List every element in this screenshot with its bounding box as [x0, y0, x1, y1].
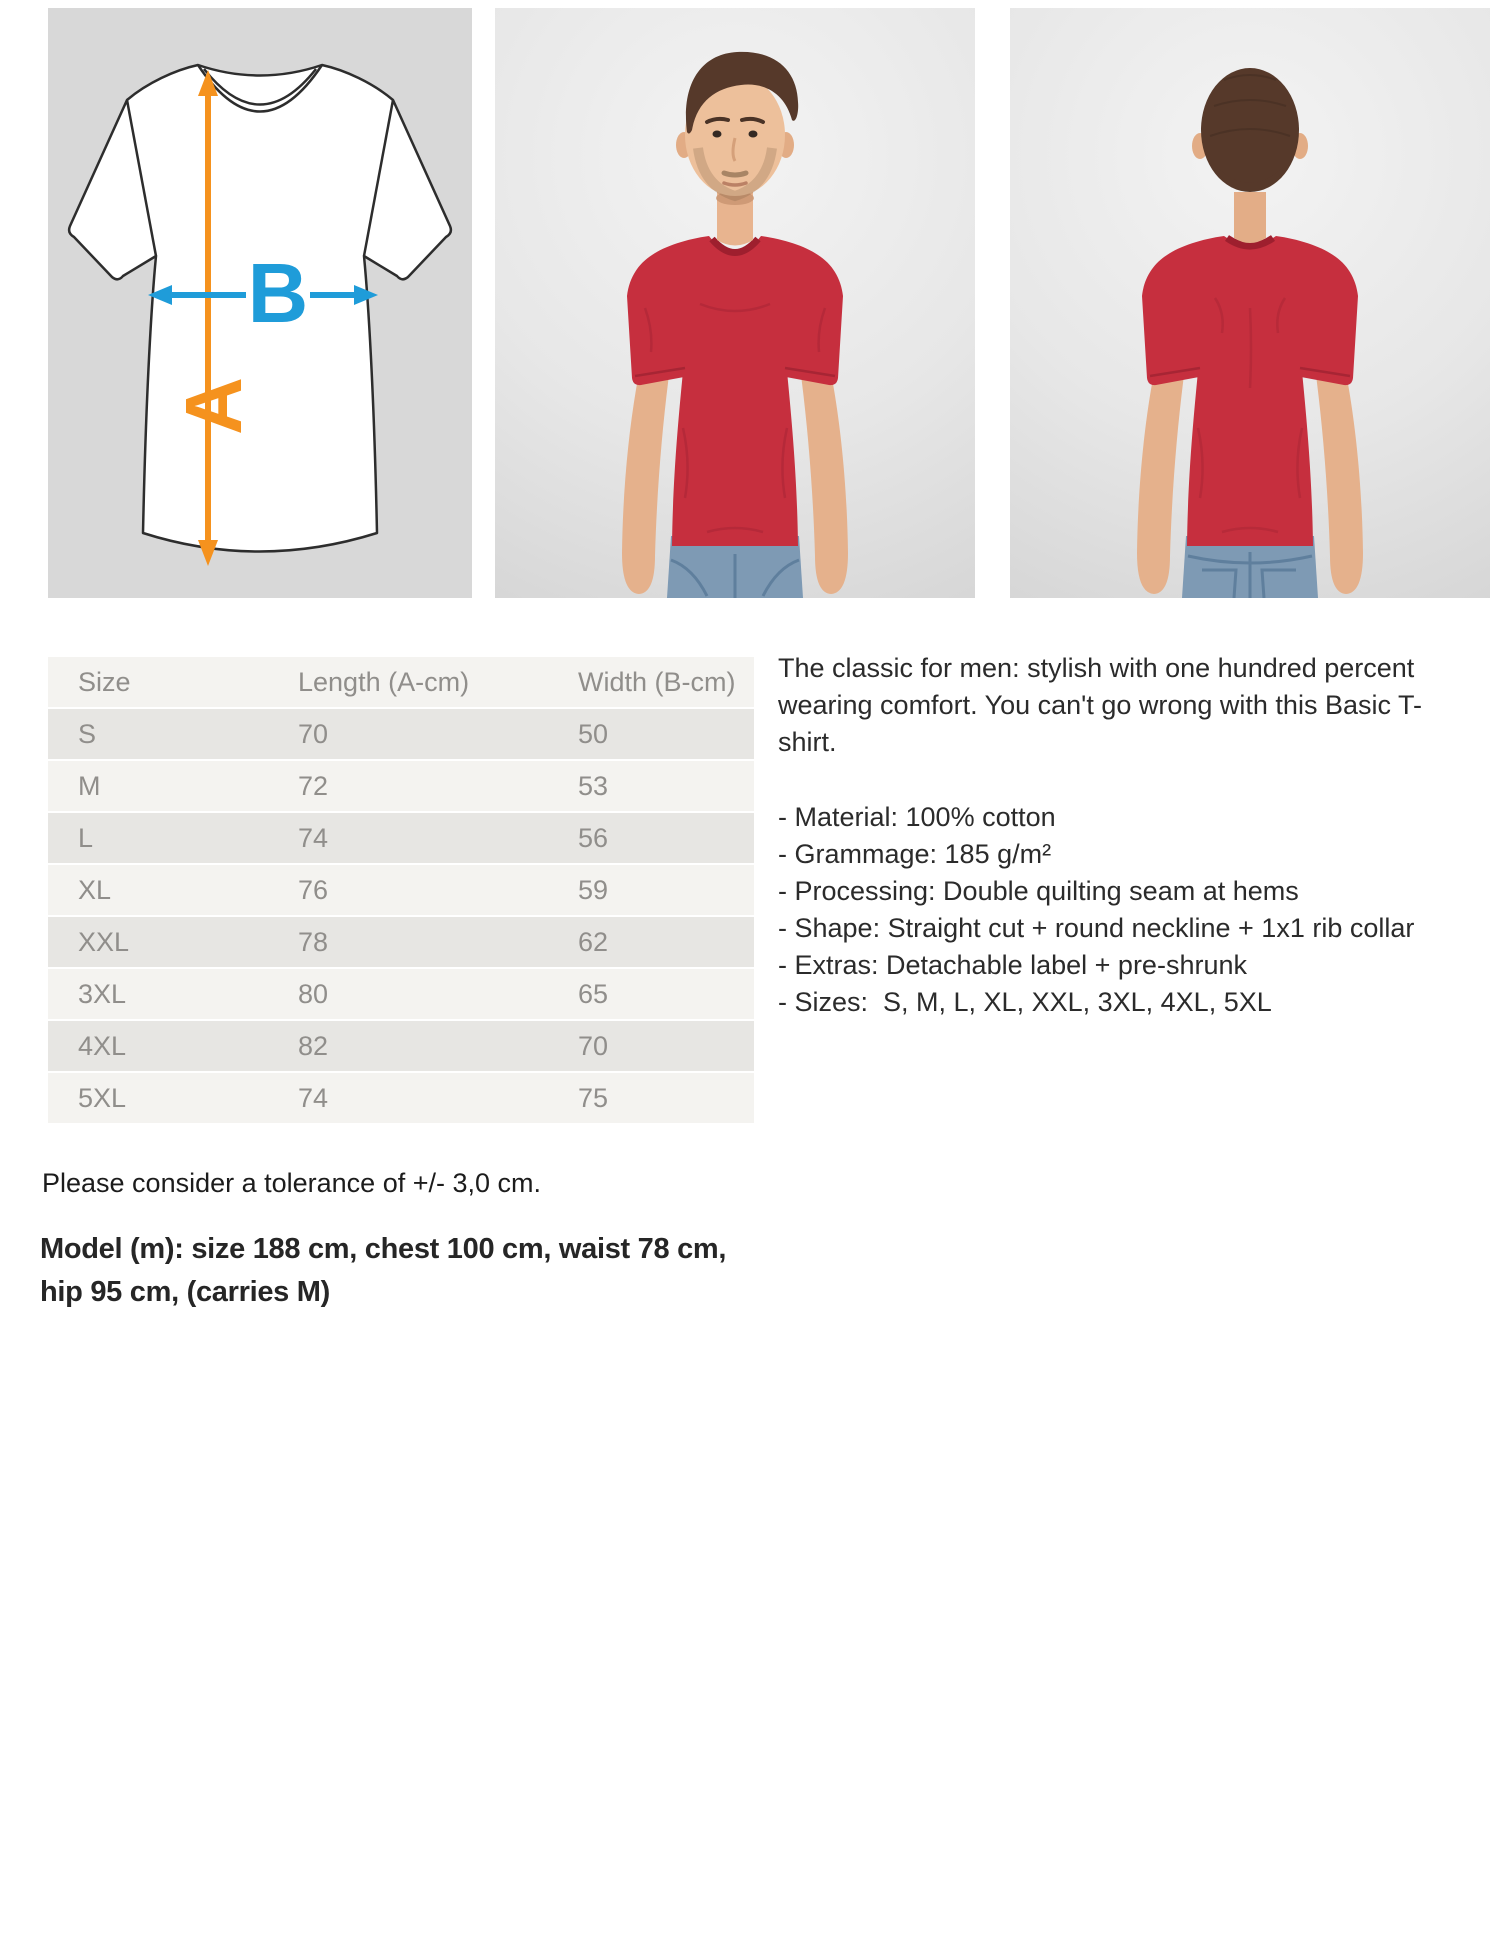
- table-row: [48, 1072, 754, 1124]
- size-cell: 4XL: [48, 1020, 268, 1072]
- arrow-down-icon: [198, 540, 218, 566]
- width-cell: 53: [548, 760, 754, 812]
- left-arm: [622, 353, 671, 594]
- width-cell: 56: [548, 812, 754, 864]
- size-cell: 5XL: [48, 1072, 268, 1124]
- size-cell: M: [48, 760, 268, 812]
- length-cell: 70: [268, 708, 548, 760]
- front-view-illustration: [495, 8, 975, 598]
- width-column-header: Width (B-cm): [548, 657, 754, 708]
- left-eye: [713, 131, 722, 138]
- size-cell: S: [48, 708, 268, 760]
- extras-bullet: - Extras: Detachable label + pre-shrunk: [778, 950, 1247, 980]
- size-cell: L: [48, 812, 268, 864]
- right-eye: [749, 131, 758, 138]
- width-cell: 70: [548, 1020, 754, 1072]
- size-table: [48, 657, 754, 1125]
- length-cell: 76: [268, 864, 548, 916]
- model-photo-front: [495, 8, 975, 598]
- left-arm: [1137, 353, 1186, 594]
- length-label-a: A: [169, 377, 258, 435]
- size-cell: XL: [48, 864, 268, 916]
- tolerance-note: Please consider a tolerance of +/- 3,0 cm.: [42, 1168, 542, 1198]
- grammage-bullet: - Grammage: 185 g/m²: [778, 839, 1052, 869]
- right-arm: [1314, 353, 1363, 594]
- model-photo-back: [1010, 8, 1490, 598]
- sizes-bullet: - Sizes: S, M, L, XL, XXL, 3XL, 4XL, 5XL: [778, 987, 1272, 1017]
- mustache: [724, 173, 746, 175]
- length-cell: 78: [268, 916, 548, 968]
- table-row: [48, 864, 754, 916]
- width-cell: 62: [548, 916, 754, 968]
- processing-bullet: - Processing: Double quilting seam at hems: [778, 876, 1299, 906]
- table-row: [48, 708, 754, 760]
- product-description: [778, 650, 1478, 1021]
- length-cell: 74: [268, 812, 548, 864]
- size-column-header: Size: [48, 657, 268, 708]
- length-cell: 80: [268, 968, 548, 1020]
- size-cell: XXL: [48, 916, 268, 968]
- width-label-b: B: [247, 246, 309, 340]
- size-cell: 3XL: [48, 968, 268, 1020]
- length-cell: 74: [268, 1072, 548, 1124]
- table-header-row: [48, 657, 754, 708]
- description-intro: The classic for men: stylish with one hundred percent wearing comfort. You can't go wrong with this Basic T-shirt.: [778, 653, 1422, 757]
- length-column-header: Length (A-cm): [268, 657, 548, 708]
- mouth: [724, 183, 746, 185]
- tshirt-measurement-diagram: [48, 8, 472, 598]
- back-view-illustration: [1010, 8, 1490, 598]
- neck: [1234, 192, 1266, 243]
- length-cell: 82: [268, 1020, 548, 1072]
- table-row: [48, 812, 754, 864]
- material-bullet: - Material: 100% cotton: [778, 802, 1056, 832]
- table-row: [48, 1020, 754, 1072]
- right-arm: [799, 353, 848, 594]
- table-row: [48, 916, 754, 968]
- length-cell: 72: [268, 760, 548, 812]
- tshirt-outline-drawing: [48, 8, 472, 598]
- table-row: [48, 968, 754, 1020]
- width-cell: 50: [548, 708, 754, 760]
- model-measurements-note: Model (m): size 188 cm, chest 100 cm, waist 78 cm, hip 95 cm, (carries M): [40, 1233, 727, 1308]
- footnotes: [40, 1168, 745, 1343]
- shape-bullet: - Shape: Straight cut + round neckline + 1x1 rib collar: [778, 913, 1415, 943]
- table-row: [48, 760, 754, 812]
- width-cell: 75: [548, 1072, 754, 1124]
- width-cell: 65: [548, 968, 754, 1020]
- width-cell: 59: [548, 864, 754, 916]
